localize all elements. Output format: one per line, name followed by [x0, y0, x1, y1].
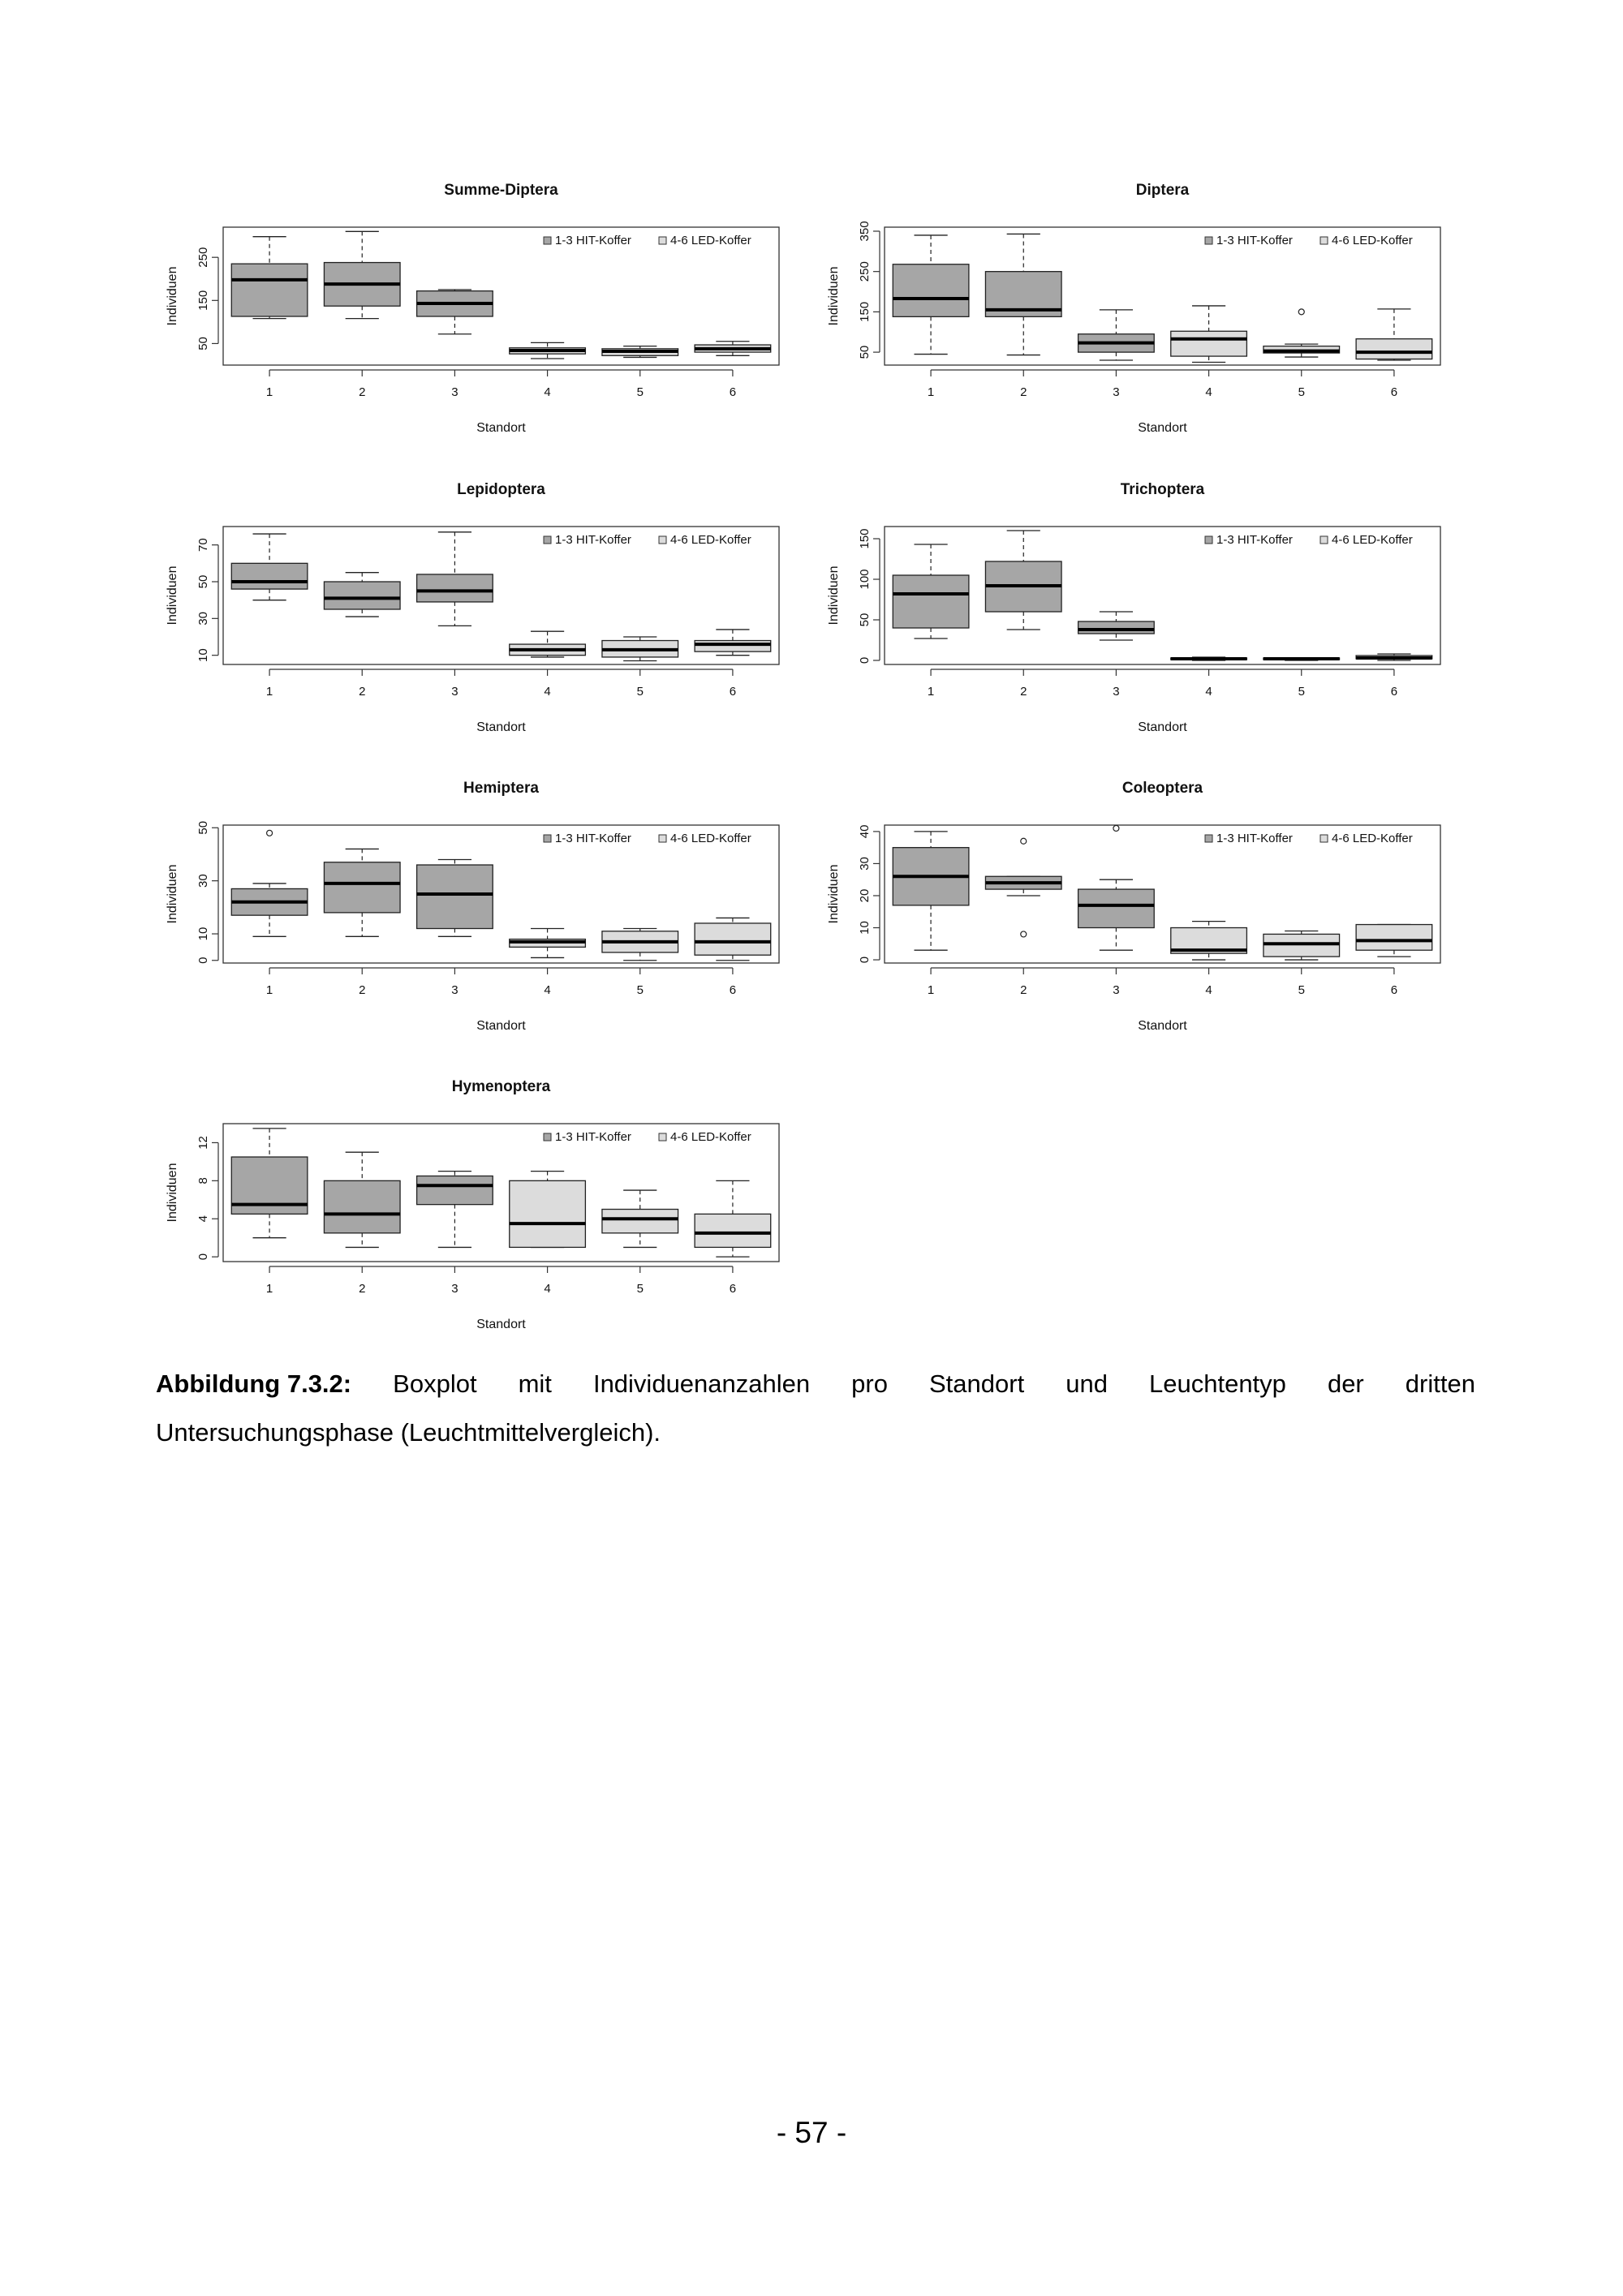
legend-swatch-led — [1320, 835, 1328, 842]
box-iqr — [324, 862, 400, 913]
figure-caption — [156, 1360, 1475, 1457]
y-tick-label: 50 — [196, 574, 210, 589]
y-tick-label: 250 — [858, 261, 872, 282]
x-tick-label: 3 — [1113, 685, 1120, 699]
legend-label-led: 4-6 LED-Koffer — [670, 1130, 751, 1144]
legend-swatch-hit — [544, 237, 551, 244]
x-tick-label: 1 — [927, 385, 935, 399]
x-tick-label: 6 — [729, 685, 737, 699]
x-tick-label: 2 — [1020, 385, 1027, 399]
y-axis-label: Individuen — [166, 565, 179, 626]
boxplot-svg — [158, 174, 807, 450]
box-4 — [510, 1172, 586, 1248]
caption-word: Standort — [929, 1369, 1025, 1398]
box-iqr — [893, 575, 969, 628]
legend-label-led: 4-6 LED-Koffer — [1332, 832, 1413, 845]
box-3 — [417, 290, 493, 334]
box-iqr — [893, 264, 969, 317]
y-tick-label: 0 — [858, 656, 872, 664]
y-axis-label: Individuen — [827, 864, 841, 924]
box-2 — [324, 1152, 400, 1247]
box-3 — [1078, 310, 1155, 360]
x-tick-label: 2 — [359, 983, 366, 997]
y-tick-label: 40 — [858, 824, 872, 839]
legend-label-led: 4-6 LED-Koffer — [670, 832, 751, 845]
x-tick-label: 2 — [1020, 685, 1027, 699]
x-tick-label: 3 — [1113, 385, 1120, 399]
legend — [544, 234, 751, 247]
box-1 — [231, 830, 308, 936]
box-1 — [231, 534, 308, 600]
x-axis-label: Standort — [1138, 1019, 1187, 1033]
y-tick-label: 10 — [196, 927, 210, 941]
x-tick-label: 3 — [451, 685, 458, 699]
caption-word: pro — [851, 1369, 888, 1398]
boxplot-svg — [820, 474, 1469, 750]
chart-title: Coleoptera — [1121, 780, 1203, 797]
legend-swatch-led — [1320, 536, 1328, 544]
y-tick-label: 30 — [196, 611, 210, 626]
boxplot-chart — [158, 772, 807, 1048]
box-5 — [1264, 931, 1340, 960]
x-tick-label: 5 — [1298, 983, 1305, 997]
box-iqr — [695, 923, 771, 955]
chart-title: Diptera — [1135, 182, 1190, 199]
x-tick-label: 1 — [265, 983, 273, 997]
box-3 — [417, 860, 493, 937]
boxplot-svg — [158, 772, 807, 1048]
x-tick-label: 3 — [1113, 983, 1120, 997]
box-1 — [893, 544, 969, 638]
box-iqr — [602, 1210, 678, 1233]
box-iqr — [417, 574, 493, 602]
box-iqr — [324, 582, 400, 609]
x-tick-label: 5 — [636, 385, 644, 399]
chart-title: Summe-Diptera — [444, 182, 558, 199]
y-tick-label: 50 — [196, 820, 210, 835]
box-5 — [602, 346, 678, 358]
y-tick-label: 150 — [858, 301, 872, 322]
x-tick-label: 6 — [729, 1282, 737, 1296]
x-axis-label: Standort — [476, 421, 526, 435]
y-tick-label: 70 — [196, 538, 210, 553]
box-5 — [602, 1190, 678, 1247]
caption-word: mit — [518, 1369, 552, 1398]
x-tick-label: 3 — [451, 983, 458, 997]
y-tick-label: 10 — [196, 648, 210, 663]
x-tick-label: 1 — [265, 1282, 273, 1296]
x-tick-label: 4 — [544, 685, 551, 699]
legend-label-led: 4-6 LED-Koffer — [1332, 533, 1413, 547]
x-tick-label: 6 — [1390, 685, 1398, 699]
x-tick-label: 2 — [359, 385, 366, 399]
legend-swatch-hit — [1205, 536, 1212, 544]
x-tick-label: 4 — [1205, 685, 1212, 699]
box-6 — [695, 918, 771, 960]
box-iqr — [695, 641, 771, 652]
x-tick-label: 5 — [636, 983, 644, 997]
box-4 — [510, 631, 586, 657]
outlier-point — [1021, 838, 1027, 844]
box-iqr — [231, 563, 308, 589]
legend-label-led: 4-6 LED-Koffer — [670, 234, 751, 247]
box-iqr — [1356, 925, 1432, 951]
box-iqr — [510, 1180, 586, 1247]
caption-word: Leuchtentyp — [1149, 1369, 1286, 1398]
x-tick-label: 5 — [1298, 385, 1305, 399]
x-axis-label: Standort — [476, 1318, 526, 1331]
boxplot-chart — [820, 474, 1469, 750]
boxplot-chart — [820, 174, 1469, 450]
box-1 — [231, 1129, 308, 1238]
x-tick-label: 2 — [359, 685, 366, 699]
outlier-point — [1298, 309, 1304, 315]
legend-label-hit: 1-3 HIT-Koffer — [555, 832, 631, 845]
legend-label-led: 4-6 LED-Koffer — [1332, 234, 1413, 247]
boxplot-svg — [158, 474, 807, 750]
y-tick-label: 150 — [196, 290, 210, 311]
chart-title: Hymenoptera — [451, 1078, 551, 1095]
legend-swatch-led — [659, 536, 666, 544]
box-iqr — [1078, 889, 1155, 927]
legend-swatch-hit — [1205, 835, 1212, 842]
legend — [1205, 832, 1413, 845]
y-tick-label: 350 — [858, 221, 872, 242]
legend — [1205, 234, 1413, 247]
boxplot-svg — [158, 1071, 807, 1347]
x-tick-label: 3 — [451, 1282, 458, 1296]
legend-label-hit: 1-3 HIT-Koffer — [555, 1130, 631, 1144]
caption-line-2: Untersuchungsphase (Leuchtmittelvergleich). — [156, 1418, 661, 1447]
legend-swatch-hit — [544, 1133, 551, 1141]
y-tick-label: 30 — [858, 857, 872, 871]
legend-swatch-hit — [544, 536, 551, 544]
box-3 — [1078, 825, 1155, 950]
y-tick-label: 4 — [196, 1215, 210, 1223]
y-tick-label: 30 — [196, 874, 210, 888]
box-4 — [1171, 922, 1247, 960]
legend-label-hit: 1-3 HIT-Koffer — [1216, 234, 1293, 247]
x-tick-label: 1 — [265, 685, 273, 699]
y-tick-label: 20 — [858, 888, 872, 903]
x-tick-label: 2 — [359, 1282, 366, 1296]
box-4 — [1171, 657, 1247, 660]
x-axis-label: Standort — [476, 1019, 526, 1033]
box-iqr — [417, 865, 493, 928]
box-6 — [1356, 654, 1432, 660]
y-tick-label: 8 — [196, 1177, 210, 1185]
x-axis-label: Standort — [476, 720, 526, 734]
box-iqr — [1171, 331, 1247, 356]
box-4 — [510, 929, 586, 958]
boxplot-chart — [158, 174, 807, 450]
x-tick-label: 1 — [927, 983, 935, 997]
y-tick-label: 250 — [196, 247, 210, 268]
box-6 — [695, 630, 771, 656]
y-tick-label: 10 — [858, 921, 872, 935]
x-tick-label: 4 — [544, 385, 551, 399]
x-tick-label: 1 — [265, 385, 273, 399]
legend — [544, 1130, 751, 1144]
box-3 — [417, 532, 493, 626]
box-4 — [1171, 306, 1247, 363]
x-tick-label: 6 — [1390, 385, 1398, 399]
caption-word: Boxplot — [393, 1369, 477, 1398]
x-axis-label: Standort — [1138, 421, 1187, 435]
y-tick-label: 0 — [858, 956, 872, 964]
box-1 — [231, 237, 308, 319]
y-tick-label: 0 — [196, 957, 210, 964]
box-5 — [602, 929, 678, 961]
legend-label-hit: 1-3 HIT-Koffer — [555, 234, 631, 247]
legend-label-hit: 1-3 HIT-Koffer — [555, 533, 631, 547]
box-2 — [985, 838, 1061, 937]
box-2 — [985, 234, 1061, 355]
box-iqr — [1078, 621, 1155, 634]
legend — [1205, 533, 1413, 547]
x-tick-label: 4 — [1205, 385, 1212, 399]
y-tick-label: 50 — [196, 337, 210, 350]
boxplot-chart — [158, 1071, 807, 1347]
boxplot-svg — [820, 772, 1469, 1048]
boxplot-svg — [820, 174, 1469, 450]
x-tick-label: 5 — [1298, 685, 1305, 699]
box-2 — [985, 531, 1061, 630]
chart-title: Trichoptera — [1120, 481, 1205, 498]
box-3 — [417, 1172, 493, 1248]
legend-label-led: 4-6 LED-Koffer — [670, 533, 751, 547]
box-6 — [695, 1180, 771, 1257]
x-tick-label: 5 — [636, 685, 644, 699]
legend-swatch-led — [1320, 237, 1328, 244]
x-tick-label: 4 — [544, 983, 551, 997]
x-tick-label: 4 — [544, 1282, 551, 1296]
page-number: - 57 - — [776, 2116, 847, 2149]
caption-word: Individuenanzahlen — [592, 1369, 811, 1398]
x-tick-label: 3 — [451, 385, 458, 399]
box-2 — [324, 573, 400, 617]
legend — [544, 533, 751, 547]
y-tick-label: 12 — [196, 1136, 210, 1150]
caption-label: Abbildung 7.3.2: — [156, 1369, 352, 1398]
box-iqr — [695, 1214, 771, 1247]
y-axis-label: Individuen — [166, 864, 179, 924]
legend-swatch-led — [659, 1133, 666, 1141]
legend-label-hit: 1-3 HIT-Koffer — [1216, 832, 1293, 845]
outlier-point — [267, 830, 273, 836]
boxplot-chart — [820, 772, 1469, 1048]
legend-label-hit: 1-3 HIT-Koffer — [1216, 533, 1293, 547]
box-5 — [1264, 658, 1340, 660]
box-2 — [324, 849, 400, 936]
x-tick-label: 2 — [1020, 983, 1027, 997]
y-axis-label: Individuen — [827, 565, 841, 626]
chart-title: Lepidoptera — [457, 481, 545, 498]
box-2 — [324, 231, 400, 318]
y-axis-label: Individuen — [166, 266, 179, 326]
y-axis-label: Individuen — [166, 1163, 179, 1223]
x-axis-label: Standort — [1138, 720, 1187, 734]
legend-swatch-led — [659, 835, 666, 842]
box-1 — [893, 235, 969, 355]
box-1 — [893, 832, 969, 950]
box-3 — [1078, 612, 1155, 640]
caption-word: dritten — [1405, 1369, 1475, 1398]
x-tick-label: 5 — [636, 1282, 644, 1296]
outlier-point — [1113, 825, 1119, 831]
box-6 — [1356, 309, 1432, 360]
box-6 — [1356, 925, 1432, 957]
box-4 — [510, 342, 586, 359]
box-iqr — [1356, 339, 1432, 359]
x-tick-label: 6 — [1390, 983, 1398, 997]
legend-swatch-hit — [1205, 237, 1212, 244]
y-axis-label: Individuen — [827, 266, 841, 326]
y-tick-label: 100 — [858, 569, 872, 590]
legend-swatch-led — [659, 237, 666, 244]
legend-swatch-hit — [544, 835, 551, 842]
outlier-point — [1021, 931, 1027, 937]
caption-word: der — [1327, 1369, 1364, 1398]
y-tick-label: 50 — [858, 613, 872, 627]
box-iqr — [324, 1180, 400, 1232]
box-5 — [1264, 309, 1340, 357]
box-iqr — [417, 1176, 493, 1204]
legend — [544, 832, 751, 845]
box-5 — [602, 637, 678, 660]
y-tick-label: 150 — [858, 528, 872, 549]
y-tick-label: 0 — [196, 1253, 210, 1261]
boxplot-chart — [158, 474, 807, 750]
x-tick-label: 6 — [729, 983, 737, 997]
y-tick-label: 50 — [858, 345, 872, 359]
caption-line-1 — [156, 1360, 1475, 1408]
x-tick-label: 1 — [927, 685, 935, 699]
chart-title: Hemiptera — [463, 780, 539, 797]
caption-word: und — [1065, 1369, 1108, 1398]
box-6 — [695, 342, 771, 356]
box-iqr — [231, 264, 308, 316]
x-tick-label: 4 — [1205, 983, 1212, 997]
x-tick-label: 6 — [729, 385, 737, 399]
